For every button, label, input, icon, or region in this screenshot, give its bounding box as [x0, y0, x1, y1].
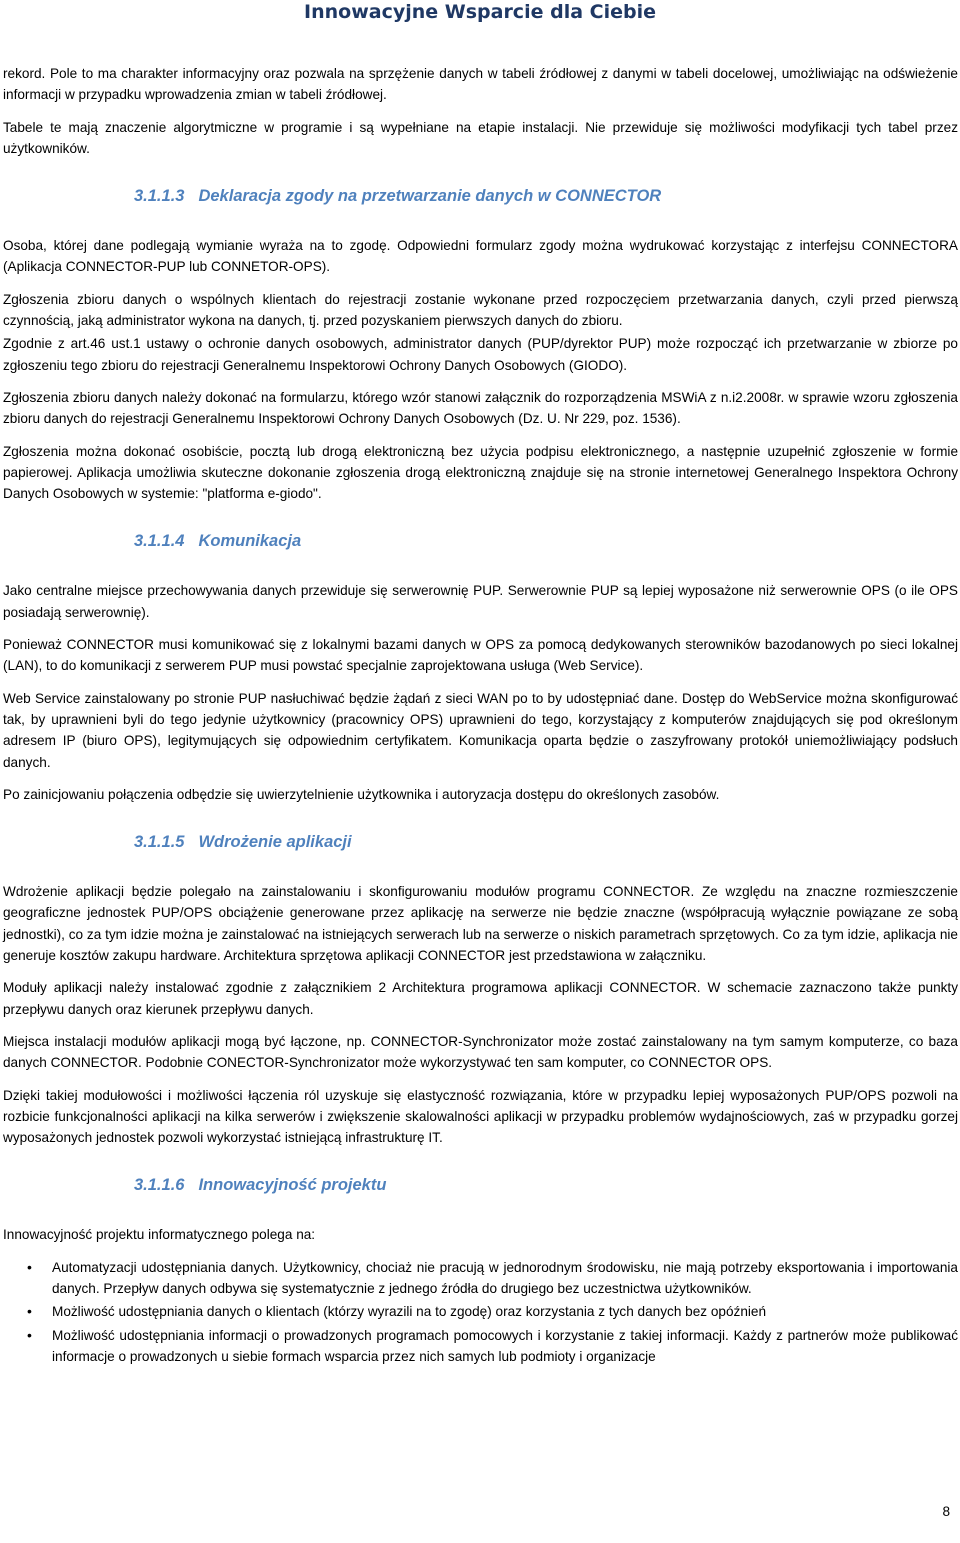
section-number: 3.1.1.5	[134, 833, 185, 852]
section-number: 3.1.1.3	[134, 187, 185, 206]
paragraph: Zgodnie z art.46 ust.1 ustawy o ochronie danych osobowych, administrator danych (PUP/dyrektor PUP) może rozpocząć ich przetwarzanie w zbiorze po zgłoszeniu tego zbioru do rejestracji Generalnemu Inspektorowi Ochrony Danych Osobowych (GIODO).	[3, 336, 958, 373]
section-heading-3113	[134, 185, 958, 207]
paragraph: Zgłoszenia można dokonać osobiście, pocztą lub drogą elektroniczną bez użycia podpisu elektronicznego, a następnie uzupełnić zgłoszenie w formie papierowej. Aplikacja umożliwia skuteczne dokonanie zgłoszenia drogą elektroniczną znajduje się na stronie internetowej Generalnego Inspektora Ochrony Danych Osobowych w systemie: "platforma e-giodo".	[3, 443, 958, 502]
paragraph: Wdrożenie aplikacji będzie polegało na zainstalowaniu i skonfigurowaniu modułów programu CONNECTOR. Ze względu na znaczne rozmieszczenie geograficzne jednostek PUP/OPS obciążenie generowane przez aplikację na serwerze nie będzie znaczne (współpracują wyłącznie powiązane ze sobą jednostki), co za tym idzie można je zainstalować na istniejących serwerach lub na serwerze o niskich parametrach sprzętowych. Co za tym idzie, aplikacja nie generuje kosztów zakupu hardware. Architektura sprzętowa aplikacji CONNECTOR jest przedstawiona w załączniku.	[3, 884, 958, 964]
section-heading-3116	[134, 1174, 958, 1196]
section-title: Deklaracja zgody na przetwarzanie danych w CONNECTOR	[198, 187, 662, 206]
section-number: 3.1.1.6	[134, 1176, 185, 1195]
list-item: • Możliwość udostępniania informacji o prowadzonych programach pomocowych i korzystanie z takiej informacji. Każdy z partnerów może publikować informacje o prowadzonych u siebie formach wsparcia przez nich samych lub podmioty i organizacje	[3, 1325, 958, 1368]
paragraph: Dzięki takiej modułowości i możliwości łączenia ról uzyskuje się elastyczność rozwiązania, które w przypadku lepiej wyposażonych PUP/OPS pozwoli na rozbicie funkcjonalności aplikacji na kilka serwerów i zwiększenie skalowalności aplikacji w przypadku problemów wydajnościowych, zaś w przypadku gorzej wyposażonych jednostek pozwoli wykorzystać istniejącą infrastrukturę IT.	[3, 1087, 958, 1146]
paragraph: Moduły aplikacji należy instalować zgodnie z załącznikiem 2 Architektura programowa aplikacji CONNECTOR. W schemacie zaznaczono także punkty przepływu danych oraz kierunek przepływu danych.	[3, 980, 958, 1017]
paragraph: Jako centralne miejsce przechowywania danych przewiduje się serwerownię PUP. Serwerownie PUP są lepiej wyposażone niż serwerownie OPS (o ile OPS posiadają serwerownię).	[3, 583, 958, 620]
paragraph: Tabele te mają znaczenie algorytmiczne w programie i są wypełniane na etapie instalacji. Nie przewiduje się możliwości modyfikacji tych tabel przez użytkowników.	[3, 119, 958, 156]
section-heading-3114	[134, 530, 958, 552]
paragraph: Zgłoszenia zbioru danych o wspólnych klientach do rejestracji zostanie wykonane przed rozpoczęciem przetwarzania danych, czyli przed pierwszą czynnością, jaką administrator wykona na danych, tj. przed pozyskaniem pierwszych danych do zbioru.	[3, 291, 958, 329]
paragraph: Osoba, której dane podlegają wymianie wyraża na to zgodę. Odpowiedni formularz zgody można wydrukować korzystając z interfejsu CONNECTORA (Aplikacja CONNECTOR-PUP lub CONNETOR-OPS).	[3, 238, 958, 275]
paragraph: Web Service zainstalowany po stronie PUP nasłuchiwać będzie żądań z sieci WAN po to by udostępniać dane. Dostęp do WebService można skonfigurować tak, by uprawnieni byli do tego jedynie użytkownicy (pracownicy OPS) uprawnieni do tego, korzystający z komputerów znajdujących się pod określonym adresem IP (biuro OPS), legitymujących się odpowiednim certyfikatem. Komunikacja oparta będzie o zaszyfrowany protokół uniemożliwiający podsłuch danych.	[3, 690, 958, 770]
list-item: • Możliwość udostępniania danych o klientach (którzy wyrazili na to zgodę) oraz korzystania z tych danych bez opóźnień	[3, 1301, 958, 1322]
paragraph: Zgłoszenia zbioru danych należy dokonać na formularzu, którego wzór stanowi załącznik do rozporządzenia MSWiA z n.i2.2008r. w sprawie wzoru zgłoszenia zbioru danych do rejestracji Generalnemu Inspektorowi Ochrony Danych Osobowych (Dz. U. Nr 229, poz. 1536).	[3, 389, 958, 427]
document-body	[3, 63, 958, 1369]
paragraph: Ponieważ CONNECTOR musi komunikować się z lokalnymi bazami danych w OPS za pomocą dedykowanych sterowników bazodanowych po sieci lokalnej (LAN), to do komunikacji z serwerem PUP musi powstać specjalnie zaprojektowana usługa (Web Service).	[3, 637, 958, 674]
list-item: • Automatyzacji udostępniania danych. Użytkownicy, chociaż nie pracują w jednorodnym środowisku, nie mają potrzeby eksportowania i importowania danych. Przepływ danych odbywa się systematycznie z jednego źródła do drugiego bez uczestnictwa użytkowników.	[3, 1257, 958, 1300]
paragraph: rekord. Pole to ma charakter informacyjny oraz pozwala na sprzężenie danych w tabeli źródłowej z danymi w tabeli docelowej, umożliwiając na odświeżenie informacji w przypadku wprowadzenia zmian w tabeli źródłowej.	[3, 66, 958, 103]
page-header-title: Innowacyjne Wsparcie dla Ciebie	[304, 1, 656, 23]
bullet-list	[3, 1257, 958, 1367]
section-heading-3115	[134, 831, 958, 853]
section-title: Innowacyjność projektu	[198, 1176, 387, 1195]
section-number: 3.1.1.4	[134, 532, 185, 551]
page-number: 8	[942, 1504, 950, 1519]
paragraph: Innowacyjność projektu informatycznego polega na:	[3, 1227, 316, 1243]
section-title: Komunikacja	[198, 532, 302, 551]
paragraph: Po zainicjowaniu połączenia odbędzie się uwierzytelnienie użytkownika i autoryzacja dostępu do określonych zasobów.	[3, 786, 720, 802]
section-title: Wdrożenie aplikacji	[198, 833, 352, 852]
paragraph: Miejsca instalacji modułów aplikacji mogą być łączone, np. CONNECTOR-Synchronizator może zostać zainstalowany na tym samym komputerze, co baza danych CONNECTOR. Podobnie CONECTOR-Synchronizator może wykorzystywać ten sam komputer, co CONNECTOR OPS.	[3, 1033, 958, 1071]
